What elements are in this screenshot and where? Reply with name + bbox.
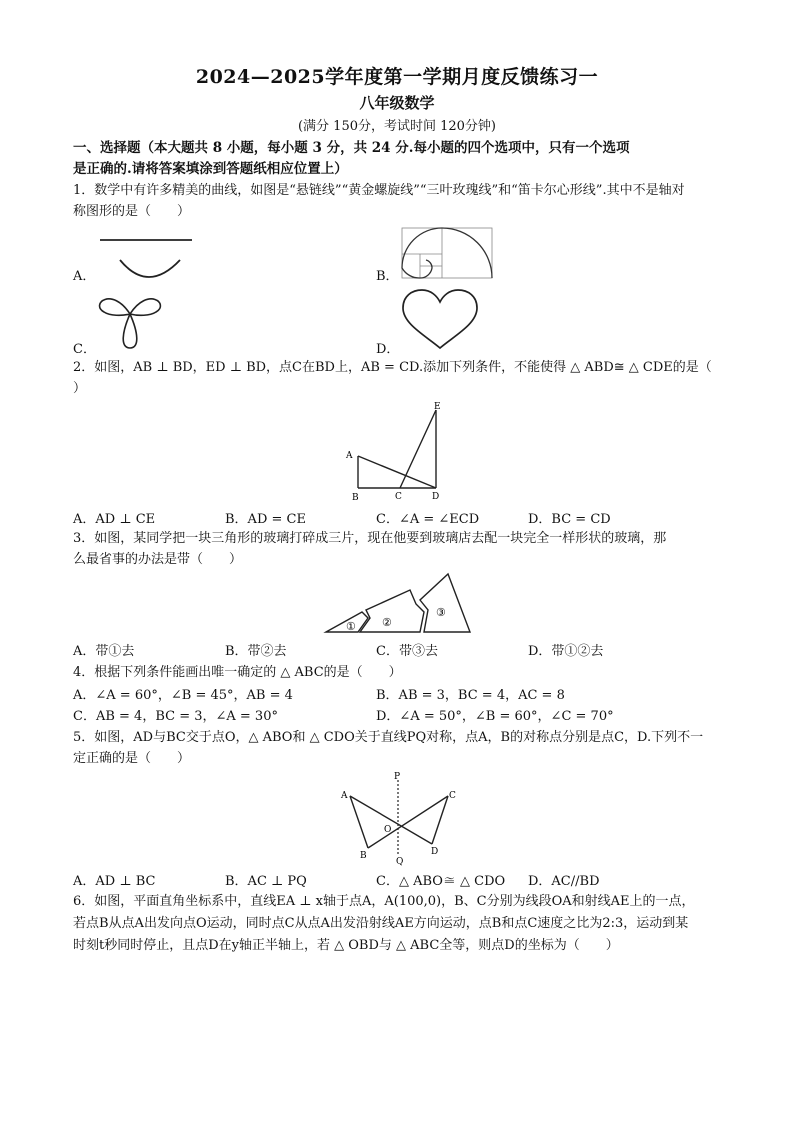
q2-triangles-figure bbox=[340, 400, 450, 508]
q2-option-a[interactable]: A．AD ⊥ CE bbox=[73, 512, 156, 527]
q2-label-d: D bbox=[432, 492, 440, 502]
q5-option-b[interactable]: B．AC ⊥ PQ bbox=[225, 874, 307, 889]
q3-line1: 3．如图，某同学把一块三角形的玻璃打碎成三片，现在他要到玻璃店去配一块完全一样形状的玻璃，那 bbox=[73, 531, 667, 546]
q3-option-c[interactable]: C．带③去 bbox=[376, 644, 438, 659]
q6-line1: 6．如图，平面直角坐标系中，直线EA ⊥ x轴于点A，A(100,0)，B、C分别为线段OA和射线AE上的一点， bbox=[73, 894, 695, 909]
piece-2-label: ② bbox=[382, 616, 392, 629]
q1-option-c[interactable]: C． bbox=[73, 342, 96, 357]
q2-label-a: A bbox=[346, 451, 353, 461]
golden-spiral-figure bbox=[398, 224, 496, 282]
q5-label-q: Q bbox=[396, 857, 404, 866]
exam-subtitle: 八年级数学 bbox=[359, 94, 435, 112]
q4-option-b[interactable]: B．AB = 3，BC = 4，AC = 8 bbox=[376, 688, 565, 703]
glass-piece-2 bbox=[360, 590, 424, 632]
q2-label-b: B bbox=[352, 493, 359, 503]
q1-line2: 称图形的是（ ） bbox=[73, 204, 191, 219]
q2-line2: ） bbox=[73, 381, 87, 396]
three-leaf-rose-figure bbox=[96, 290, 166, 352]
q1-line1: 1．数学中有许多精美的曲线，如图是“悬链线”“黄金螺旋线”“三叶玫瑰线”和“笛卡尔心形线”.其中不是轴对 bbox=[73, 183, 685, 198]
q5-option-d[interactable]: D．AC//BD bbox=[528, 874, 600, 889]
piece-3-label: ③ bbox=[436, 606, 446, 619]
glass-piece-3 bbox=[420, 574, 470, 632]
q5-line2: 定正确的是（ ） bbox=[73, 751, 191, 766]
q2-option-b[interactable]: B．AD = CE bbox=[225, 512, 306, 527]
q3-glass-pieces-figure bbox=[322, 572, 474, 636]
q5-symmetry-figure bbox=[338, 770, 462, 866]
q3-option-b[interactable]: B．带②去 bbox=[225, 644, 287, 659]
section-heading-line1: 一、选择题（本大题共 8 小题，每小题 3 分，共 24 分.每小题的四个选项中，只有一个选项 bbox=[73, 140, 630, 156]
q5-label-c: C bbox=[449, 791, 456, 801]
q5-line1: 5．如图，AD与BC交于点O，△ ABO和 △ CDO关于直线PQ对称，点A，B的对称点分别是点C，D.下列不一 bbox=[73, 730, 704, 745]
q1-option-a[interactable]: A． bbox=[73, 269, 96, 284]
q2-option-c[interactable]: C．∠A = ∠ECD bbox=[376, 512, 480, 527]
q5-label-d: D bbox=[431, 847, 439, 857]
q4-option-c[interactable]: C．AB = 4，BC = 3，∠A = 30° bbox=[73, 709, 278, 724]
q2-option-d[interactable]: D．BC = CD bbox=[528, 512, 611, 527]
q3-line2: 么最省事的办法是带（ ） bbox=[73, 552, 243, 567]
q4-line1: 4．根据下列条件能画出唯一确定的 △ ABC的是（ ） bbox=[73, 665, 402, 680]
q5-option-c[interactable]: C．△ ABO≅ △ CDO bbox=[376, 874, 506, 889]
q6-line3: 时刻t秒同时停止，且点D在y轴正半轴上，若 △ OBD与 △ ABC全等，则点D的坐标为（ ） bbox=[73, 938, 619, 953]
spiral-curve bbox=[402, 228, 492, 278]
q1-option-d[interactable]: D． bbox=[376, 342, 400, 357]
q2-label-e: E bbox=[434, 402, 441, 412]
section-heading-line2: 是正确的.请将答案填涂到答题纸相应位置上） bbox=[73, 161, 348, 177]
q5-label-a: A bbox=[341, 791, 348, 801]
catenary-figure bbox=[96, 232, 196, 282]
q5-option-a[interactable]: A．AD ⊥ BC bbox=[73, 874, 156, 889]
catenary-curve bbox=[120, 260, 180, 277]
q5-label-p: P bbox=[394, 772, 401, 782]
exam-meta: (满分 150分，考试时间 120分钟) bbox=[297, 119, 497, 134]
cardioid-heart-figure bbox=[400, 288, 480, 350]
q2-line1: 2．如图，AB ⊥ BD，ED ⊥ BD，点C在BD上，AB = CD.添加下列条件，不能使得 △ ABD≅ △ CDE的是（ bbox=[73, 360, 712, 375]
piece-1-label: ① bbox=[346, 620, 356, 633]
q4-option-a[interactable]: A．∠A = 60°，∠B = 45°，AB = 4 bbox=[73, 688, 293, 703]
q2-label-c: C bbox=[395, 492, 402, 502]
q5-label-b: B bbox=[360, 851, 367, 861]
q3-option-d[interactable]: D．带①②去 bbox=[528, 644, 604, 659]
q1-option-b[interactable]: B． bbox=[376, 269, 399, 284]
q6-line2: 若点B从点A出发向点O运动，同时点C从点A出发沿射线AE方向运动，点B和点C速度之比为2:3，运动到某 bbox=[73, 916, 689, 931]
q4-option-d[interactable]: D．∠A = 50°，∠B = 60°，∠C = 70° bbox=[376, 709, 614, 724]
q5-label-o: O bbox=[384, 825, 392, 835]
q3-option-a[interactable]: A．带①去 bbox=[73, 644, 135, 659]
exam-title: 2024—2025学年度第一学期月度反馈练习一 bbox=[195, 66, 599, 88]
